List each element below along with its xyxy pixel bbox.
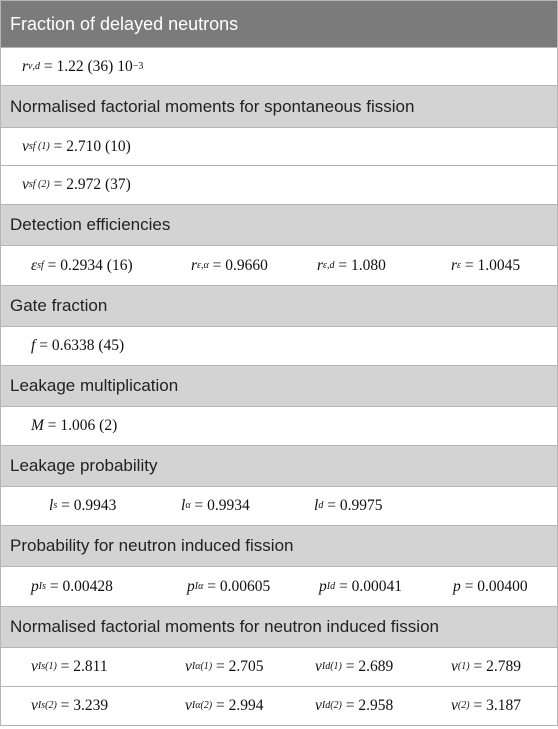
heading-text: Normalised factorial moments for neutron induced fission [10, 617, 439, 636]
symbol: p [453, 577, 461, 595]
symbol: r [317, 256, 324, 274]
section-heading-leakage-mult [0, 366, 558, 407]
nu-ialpha2-value: ν Iα(2) = 2.994 [185, 697, 264, 714]
symbol: p [31, 577, 39, 595]
number: 0.00605 [219, 577, 271, 595]
symbol: f [31, 337, 36, 354]
nu-1-value: ν (1) = 2.789 [451, 658, 521, 675]
p-id-value: p Id = 0.00041 [319, 577, 402, 595]
symbol: l [49, 497, 54, 514]
nu-id1-value: ν Id(1) = 2.689 [315, 658, 394, 675]
symbol: ν [185, 658, 192, 675]
symbol: ν [22, 137, 29, 155]
value-row-gate [0, 327, 558, 366]
r-eps-alpha-value: r ε,α = 0.9660 [191, 256, 268, 274]
symbol: l [314, 497, 319, 514]
p-value: p = 0.00400 [453, 577, 528, 595]
heading-text: Normalised factorial moments for spontaneous fission [10, 96, 415, 116]
number: 0.9934 [207, 497, 250, 514]
value-row-sf2 [0, 166, 558, 205]
r-nu-d-value: r ν,d = 1.22 (36) 10 −3 [22, 57, 144, 75]
value-row-leakage-mult [0, 407, 558, 446]
number: 0.00400 [477, 577, 528, 595]
subscript: Id [326, 580, 336, 592]
subscript: Is(1) [37, 661, 57, 672]
heading-text: Leakage multiplication [10, 376, 179, 395]
section-heading-sf-moments [0, 86, 558, 128]
subscript: ε,α [197, 259, 209, 271]
value-row-leakage-prob [0, 487, 558, 526]
number: 2.705 [228, 658, 264, 675]
heading-text: Detection efficiencies [10, 215, 171, 234]
subscript: ε [457, 259, 461, 271]
number: 2.789 [486, 658, 521, 675]
subscript: ε,d [323, 259, 335, 271]
number: 0.6338 (45) [51, 337, 125, 354]
subscript: Id(2) [321, 700, 342, 711]
nu-2-value: ν (2) = 3.187 [451, 697, 521, 714]
symbol: ν [185, 697, 192, 714]
number: 2.689 [358, 658, 394, 675]
value-row-sf1 [0, 128, 558, 166]
f-value: f = 0.6338 (45) [31, 337, 125, 354]
number: 0.00041 [351, 577, 402, 595]
number: 2.958 [358, 697, 394, 714]
number: 3.239 [73, 697, 109, 714]
number: 1.0045 [477, 256, 521, 274]
number: 2.994 [228, 697, 264, 714]
number: 0.9660 [225, 256, 268, 274]
subscript: d [318, 500, 324, 511]
subscript: (2) [457, 700, 470, 711]
number: 1.080 [351, 256, 386, 274]
subscript: Is [38, 580, 46, 592]
m-value: M = 1.006 (2) [31, 417, 118, 434]
symbol: M [31, 417, 44, 434]
number: 0.00428 [62, 577, 113, 595]
number: 1.22 (36) 10 [56, 57, 133, 75]
nu-is2-value: ν Is(2) = 3.239 [31, 697, 109, 714]
subscript: Id(1) [321, 661, 342, 672]
symbol: ν [22, 176, 29, 193]
symbol: ν [451, 658, 458, 675]
symbol: r [22, 57, 29, 75]
section-heading-detection [0, 205, 558, 246]
symbol: ν [31, 697, 38, 714]
number: 1.006 (2) [60, 417, 118, 434]
section-heading-gate [0, 286, 558, 327]
subscript: Iα [194, 580, 204, 592]
r-eps-value: r ε = 1.0045 [451, 256, 521, 274]
number: 2.972 (37) [66, 176, 131, 193]
value-row-induced-moments-1 [0, 648, 558, 687]
section-heading-leakage-prob [0, 446, 558, 487]
number: 2.811 [73, 658, 108, 675]
subscript: α [185, 500, 191, 511]
subscript: Is(2) [37, 700, 57, 711]
heading-text: Leakage probability [10, 456, 158, 475]
subscript: sf (1) [28, 140, 50, 152]
symbol: ε [31, 256, 38, 274]
l-alpha-value: l α = 0.9934 [181, 497, 250, 514]
symbol: ν [315, 658, 322, 675]
symbol: p [319, 577, 327, 595]
r-eps-d-value: r ε,d = 1.080 [317, 256, 386, 274]
subscript: sf [37, 259, 44, 271]
nu-sf2-value: ν sf (2) = 2.972 (37) [22, 176, 131, 193]
number: 3.187 [486, 697, 521, 714]
subscript: Iα(2) [191, 700, 213, 711]
section-heading-induced-moments [0, 607, 558, 648]
symbol: l [181, 497, 186, 514]
nu-id2-value: ν Id(2) = 2.958 [315, 697, 394, 714]
heading-text: Probability for neutron induced fission [10, 536, 294, 555]
value-row-induced-moments-2 [0, 687, 558, 726]
symbol: ν [31, 658, 38, 675]
value-row-detection [0, 246, 558, 286]
l-d-value: l d = 0.9975 [314, 497, 383, 514]
heading-text: Fraction of delayed neutrons [10, 13, 239, 34]
symbol: ν [315, 697, 322, 714]
subscript: (1) [457, 661, 470, 672]
symbol: ν [451, 697, 458, 714]
symbol: p [187, 577, 195, 595]
symbol: r [191, 256, 198, 274]
number: 0.9975 [339, 497, 383, 514]
l-s-value: l s = 0.9943 [49, 497, 117, 514]
subscript: ν,d [28, 60, 40, 72]
p-is-value: p Is = 0.00428 [31, 577, 113, 595]
symbol: r [451, 256, 458, 274]
section-heading-induced-prob [0, 526, 558, 567]
subscript: sf (2) [28, 179, 50, 190]
number: 0.2934 (16) [60, 256, 133, 274]
nu-is1-value: ν Is(1) = 2.811 [31, 658, 108, 675]
nu-sf1-value: ν sf (1) = 2.710 (10) [22, 137, 131, 155]
subscript: s [53, 500, 58, 511]
number: 2.710 (10) [66, 137, 131, 155]
nu-ialpha1-value: ν Iα(1) = 2.705 [185, 658, 264, 675]
heading-text: Gate fraction [10, 296, 108, 315]
value-row-induced-prob [0, 567, 558, 607]
p-ialpha-value: p Iα = 0.00605 [187, 577, 271, 595]
subscript: Iα(1) [191, 661, 213, 672]
eps-sf-value: ε sf = 0.2934 (16) [31, 256, 133, 274]
number: 0.9943 [73, 497, 117, 514]
section-heading-delayed [0, 1, 558, 48]
value-row-delayed [0, 48, 558, 86]
